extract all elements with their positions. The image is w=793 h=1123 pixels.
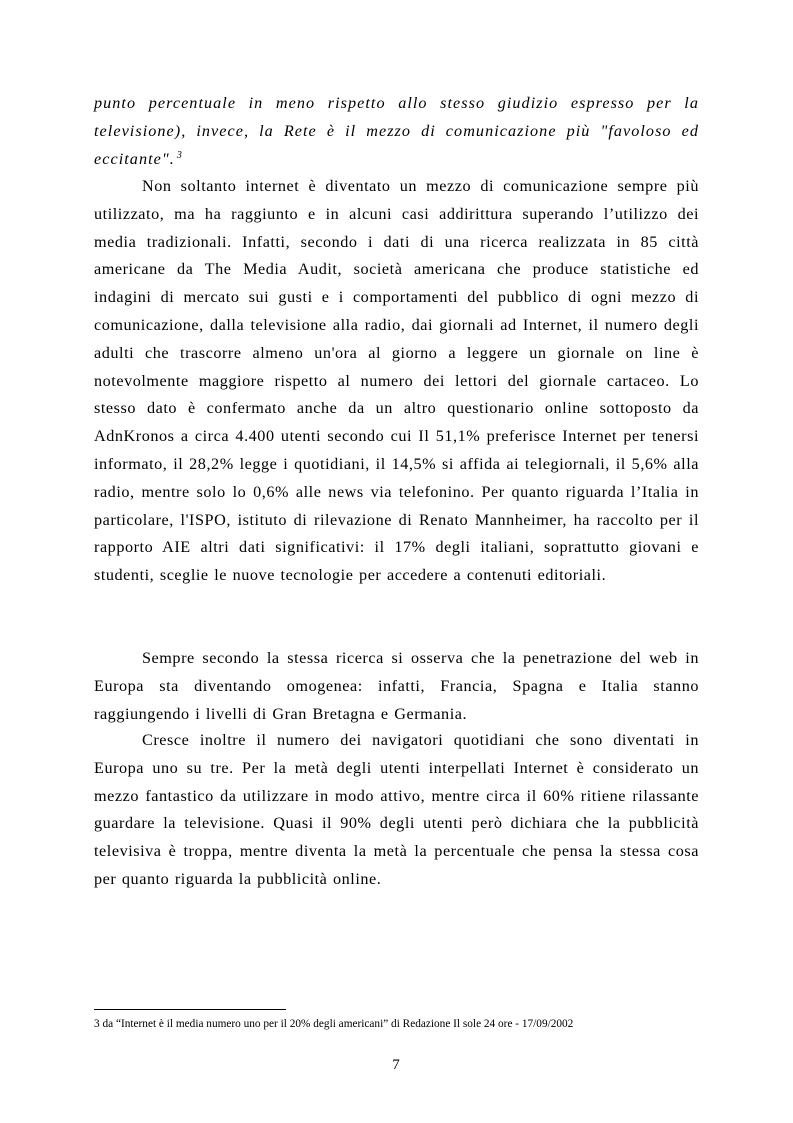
paragraph-internet-usage: [94, 173, 699, 590]
paragraph-europe-penetration: [94, 645, 699, 728]
footnote: 3 da “Internet è il media numero uno per il 20% degli americani” di Redazione Il sole 24 ore - 17/09/2002: [94, 1018, 574, 1030]
quote-text-container: [94, 90, 699, 173]
paragraph-text: Cresce inoltre il numero dei navigatori quotidiani che sono diventati in Europa uno su tre. Per la metà degli utenti interpellati Internet è considerato un mezzo fantastico da utilizzare in modo attivo, mentre circa il 60% ritiene rilassante guardare la televisione. Quasi il 90% degli utenti però dichiara che la pubblicità televisiva è troppa, mentre diventa la metà la percentuale che pensa la stessa cosa per quanto riguarda la pubblicità online.: [94, 731, 699, 888]
paragraph-text: Sempre secondo la stessa ricerca si osserva che la penetrazione del web in Europa sta diventando omogenea: infatti, Francia, Spagna e Italia stanno raggiungendo i livelli di Gran Bretagna e Germania.: [94, 649, 699, 723]
italic-quote-paragraph: [94, 90, 699, 173]
footnote-reference: 3: [176, 149, 182, 161]
paragraph-text: Non soltanto internet è diventato un mezzo di comunicazione sempre più utilizzato, ma ha raggiunto e in alcuni casi addirittura superando l’utilizzo dei media tradizionali. Infatti, secondo i dati di una ricerca realizzata in 85 città americane da The Media Audit, società americana che produce statistiche ed indagini di mercato sui gusti e i comportamenti del pubblico di ogni mezzo di comunicazione, dalla televisione alla radio, dai giornali ad Internet, il numero degli adulti che trascorre almeno un'ora al giorno a leggere un giornale on line è notevolmente maggiore rispetto al numero dei lettori del giornale cartaceo. Lo stesso dato è confermato anche da un altro questionario online sottoposto da AdnKronos a circa 4.400 utenti secondo cui Il 51,1% preferisce Internet per tenersi informato, il 28,2% legge i quotidiani, il 14,5% si affida ai telegiornali, il 5,6% alla radio, mentre solo lo 0,6% alle news via telefonino. Per quanto riguarda l’Italia in particolare, l'ISPO, istituto di rilevazione di Renato Mannheimer, ha raccolto per il rapporto AIE altri dati significativi: il 17% degli italiani, soprattutto giovani e studenti, sceglie le nuove tecnologie per accedere a contenuti editoriali.: [94, 177, 699, 585]
page-number: 7: [392, 1057, 400, 1073]
footnote-divider: [94, 1009, 286, 1010]
paragraph-daily-navigators: [94, 727, 699, 894]
quote-text: punto percentuale in meno rispetto allo stesso giudizio espresso per la televisione), invece, la Rete è il mezzo di comunicazione più "favoloso ed eccitante".: [94, 94, 699, 168]
